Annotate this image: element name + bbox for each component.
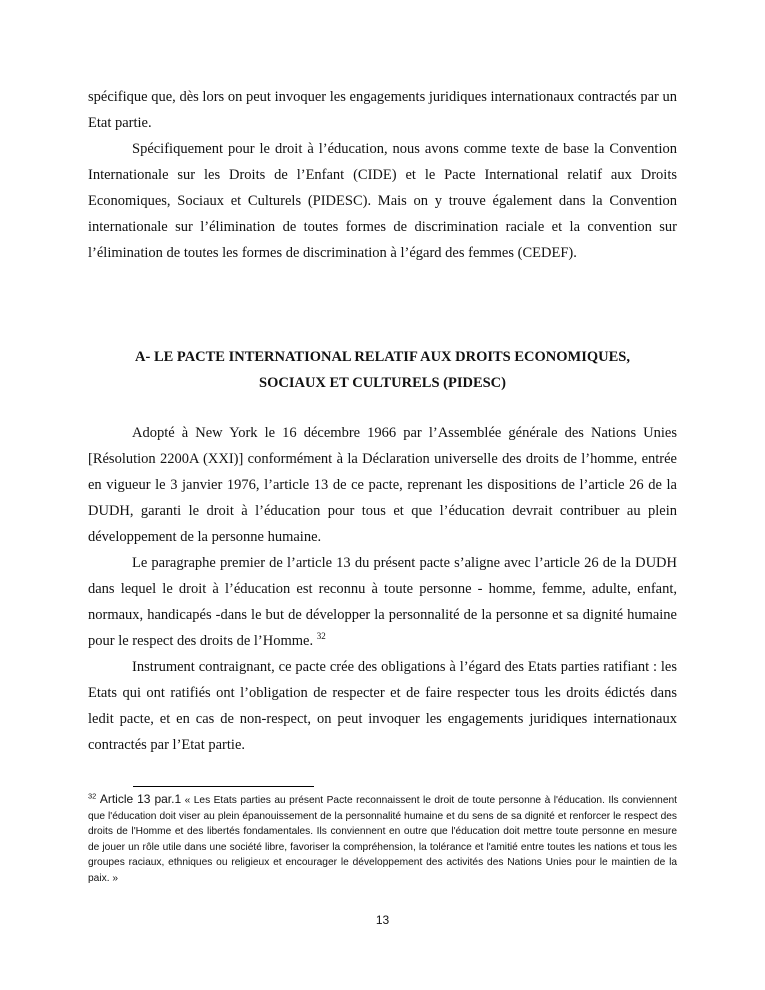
body-paragraph-article-13-text: Le paragraphe premier de l’article 13 du présent pacte s’aligne avec l’article 26 de la DUDH dans lequel le droit à l’éducation est reconnu à toute personne - homme, femme, adulte, enfant, normaux, handicapés -dans le but de développer la personnalité de la personne et sa dignité humaine pour le respect des droits de l’Homme.	[88, 555, 677, 649]
intro-paragraph-education: Spécifiquement pour le droit à l’éducation, nous avons comme texte de base la Convention Internationale sur les Droits de l’Enfant (CIDE) et le Pacte International relatif aux Droits Economiques, Sociaux et Culturels (PIDESC). Mais on y trouve également dans la Convention internationale sur l’élimination de toutes formes de discrimination raciale et la convention sur l’élimination de toutes les formes de discrimination à l’égard des femmes (CEDEF).	[88, 141, 677, 261]
footnote	[88, 792, 677, 887]
footnote-separator	[133, 786, 314, 787]
footnote-number: 32	[88, 791, 97, 801]
body-paragraph-adoption: Adopté à New York le 16 décembre 1966 par l’Assemblée générale des Nations Unies [Résolution 2200A (XXI)] conformément à la Déclaration universelle des droits de l’homme, entrée en vigueur le 3 janvier 1976, l’article 13 de ce pacte, reprenant les dispositions de l’article 26 de la DUDH, garanti le droit à l’éducation pour tous et que l’éducation devrait contribuer au plein développement de la personne humaine.	[88, 425, 677, 545]
footnote-text: « Les Etats parties au présent Pacte reconnaissent le droit de toute personne à l'éducation. Ils conviennent que l'éducation doit viser au plein épanouissement de la personnalité humaine et du sens de sa dignité et renforcer le respect des droits de l'Homme et des libertés fondamentales. Ils conviennent en outre que l'éducation doit mettre toute personne en mesure de jouer un rôle utile dans une société libre, favoriser la compréhension, la tolérance et l'amitié entre toutes les nations et tous les groupes raciaux, ethniques ou religieux et encourager le développement des activités des Nations Unies pour le maintien de la paix. »	[88, 795, 677, 884]
intro-section	[88, 84, 677, 266]
body-section	[88, 420, 677, 758]
intro-paragraph-continued: spécifique que, dès lors on peut invoquer les engagements juridiques internationaux contractés par un Etat partie.	[88, 89, 677, 131]
section-heading-line-2: SOCIAUX ET CULTURELS (PIDESC)	[259, 375, 506, 391]
footnote-reference-title: Article 13 par.1	[99, 792, 182, 806]
section-heading-line-1: A- LE PACTE INTERNATIONAL RELATIF AUX DROITS ECONOMIQUES,	[135, 349, 630, 365]
body-paragraph-obligations: Instrument contraignant, ce pacte crée des obligations à l’égard des Etats parties ratifiant : les Etats qui ont ratifiés ont l’obligation de respecter et de faire respecter tous les droits édictés dans ledit pacte, et en cas de non-respect, on peut invoquer les engagements juridiques internationaux contractés par l’Etat partie.	[88, 659, 677, 753]
footnote-reference-32[interactable]: 32	[316, 631, 326, 642]
section-heading	[88, 344, 677, 396]
body-paragraph-article-13	[88, 550, 677, 654]
page-number: 13	[375, 913, 390, 927]
